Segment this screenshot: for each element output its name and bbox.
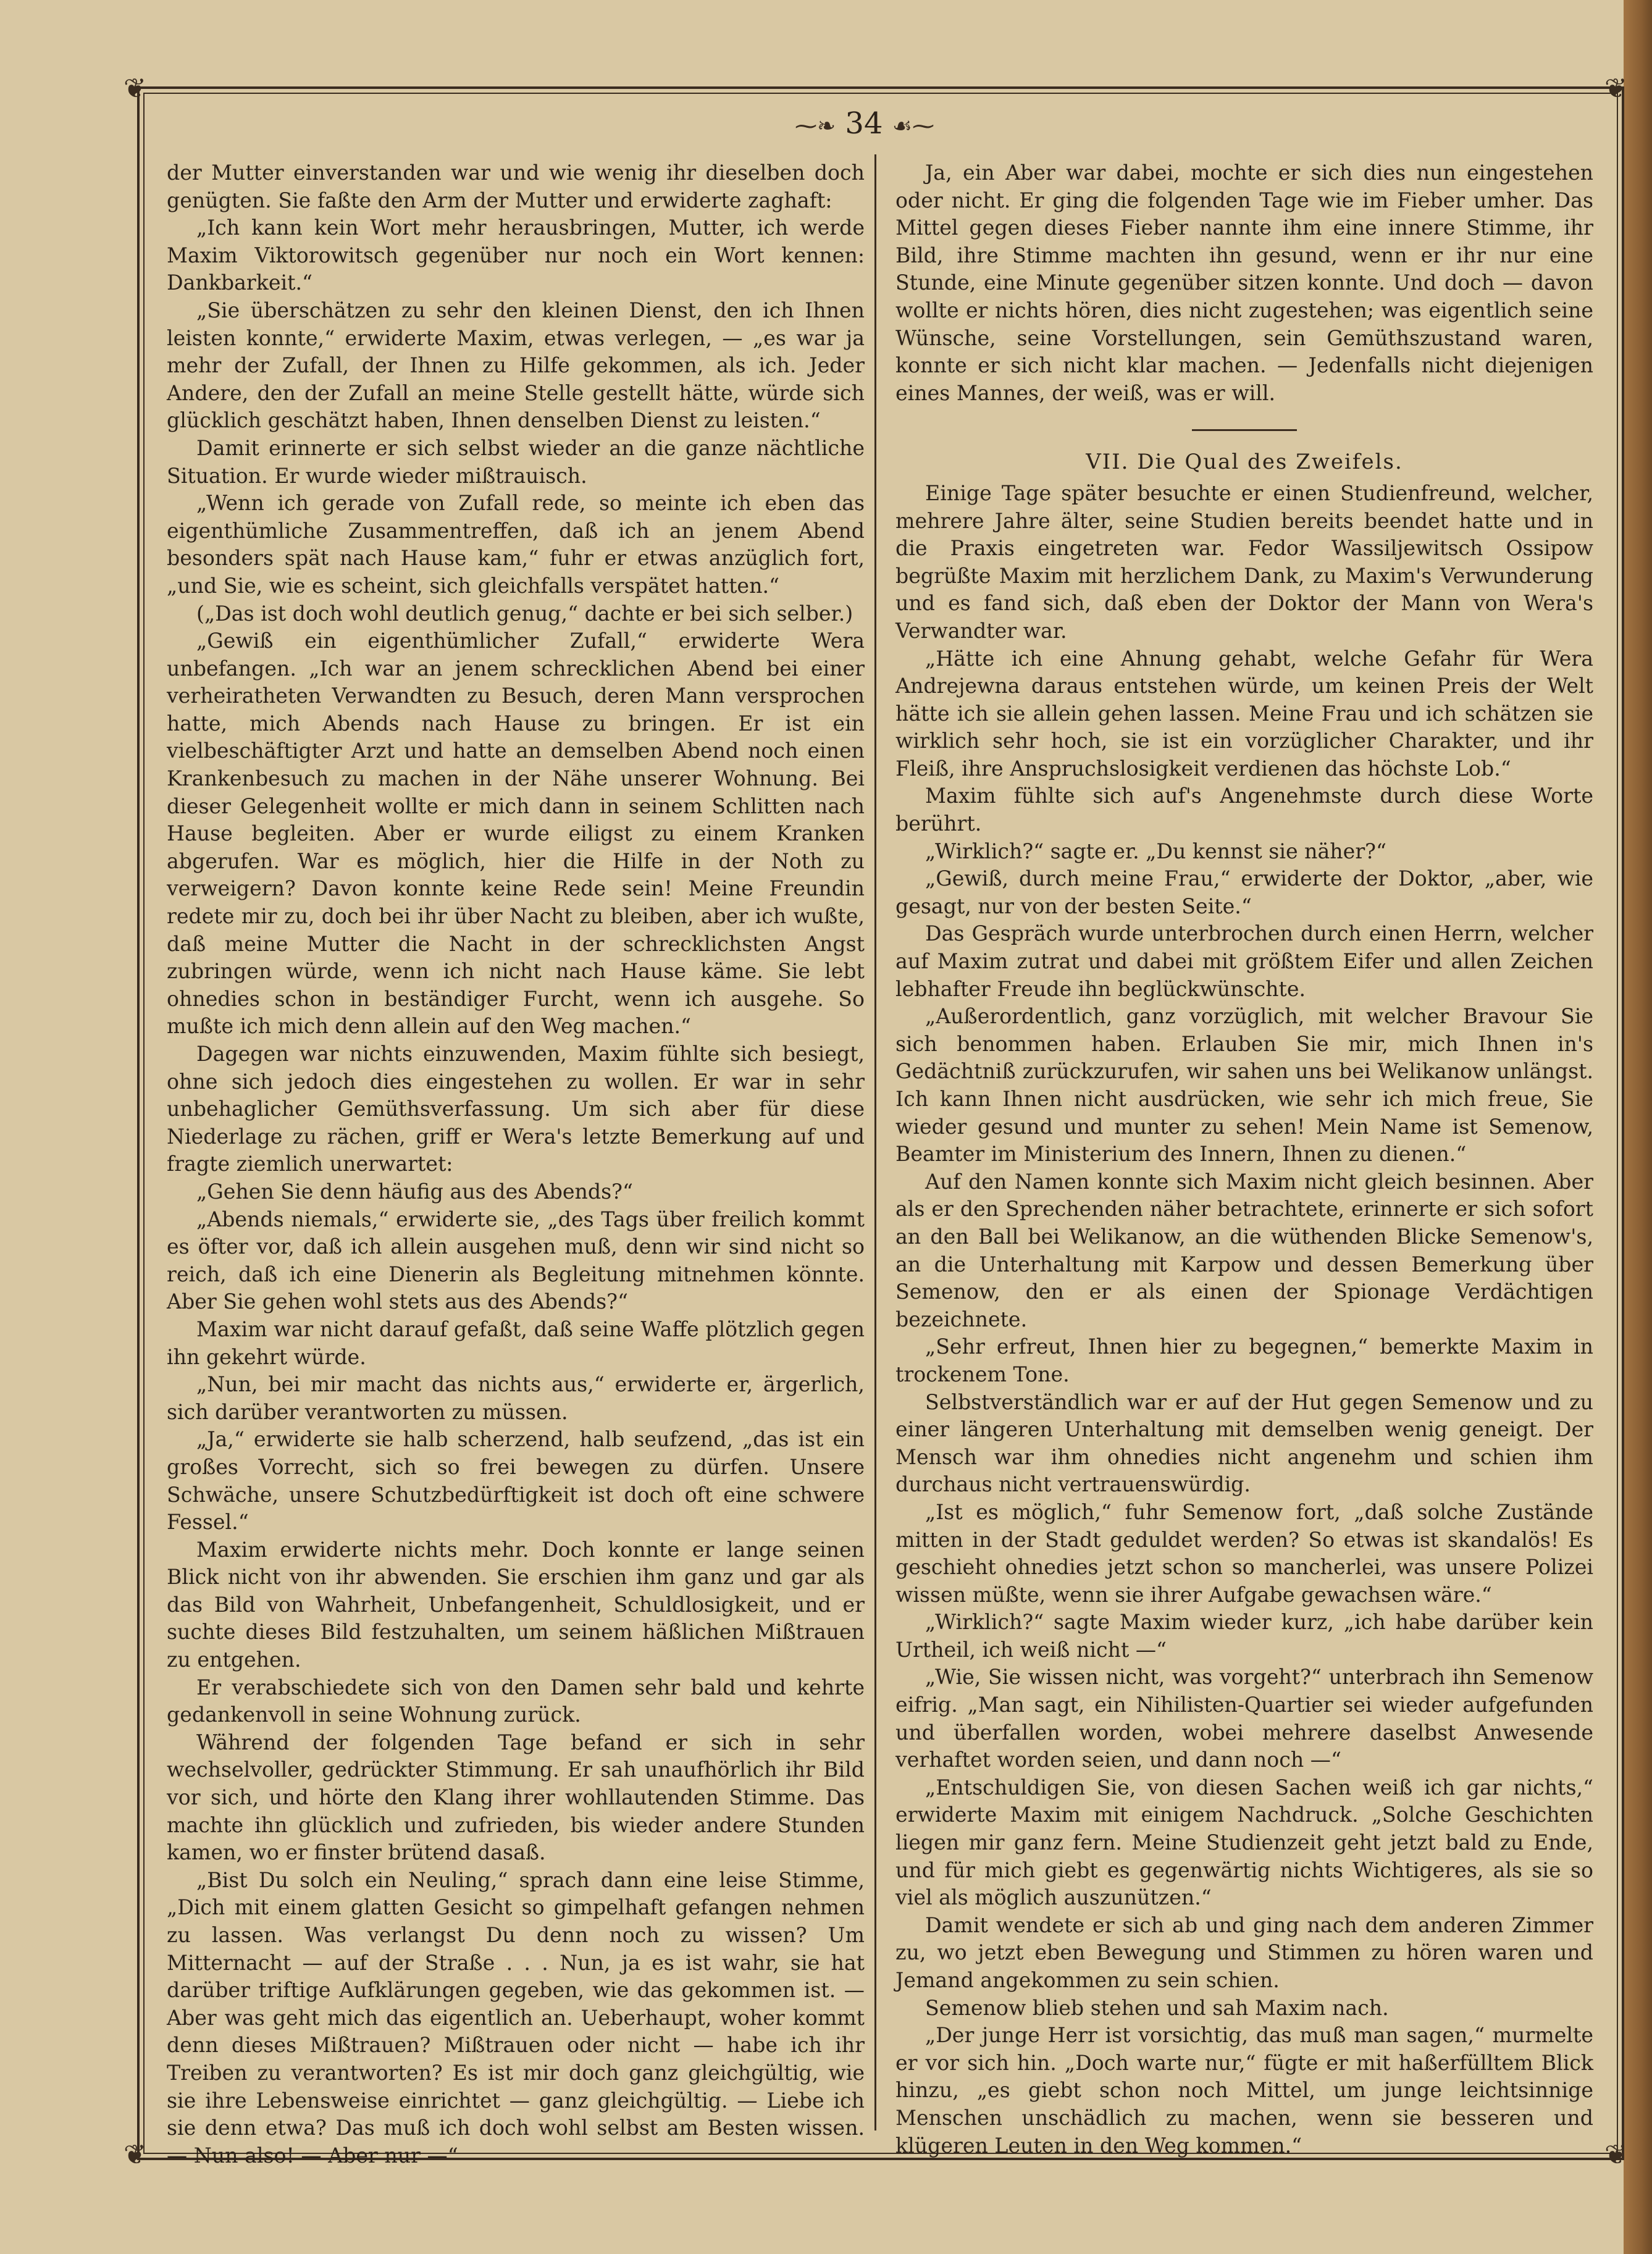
paragraph: „Gewiß, durch meine Frau,“ erwiderte der Doktor, „aber, wie gesagt, nur von der besten Seite.“ <box>895 866 1593 918</box>
paragraph: „Wenn ich gerade von Zufall rede, so meinte ich eben das eigenthümliche Zusammentreffen, daß ich an jenem Abend besonders spät nach Hause kam,“ fuhr er etwas anzüglich fort, „und Sie, wie es scheint, sich gleichfalls verspätet hatten.“ <box>167 491 865 598</box>
left-column <box>167 159 865 2169</box>
paragraph: „Hätte ich eine Ahnung gehabt, welche Gefahr für Wera Andrejewna daraus entstehen würde, um keinen Preis der Welt hätte ich sie allein gehen lassen. Meine Frau und ich schätzen sie wirklich sehr hoch, sie ist ein vorzüglicher Charakter, und ihr Fleiß, ihre Anspruchslosigkeit verdienen das höchste Lob.“ <box>895 646 1593 781</box>
corner-ornament-icon: ❦ <box>124 73 146 104</box>
paragraph: „Wirklich?“ sagte Maxim wieder kurz, „ich habe darüber kein Urtheil, ich weiß nicht —“ <box>895 1610 1593 1662</box>
paragraph: Einige Tage später besuchte er einen Studienfreund, welcher, mehrere Jahre älter, seine Studien bereits beendet hatte und in die Praxis eingetreten war. Fedor Wassiljewitsch Ossipow begrüßte Maxim mit herzlichem Dank, zu Maxim's Verwunderung und es fand sich, daß eben der Doktor der Mann von Wera's Verwandter war. <box>895 480 1593 643</box>
paragraph: Semenow blieb stehen und sah Maxim nach. <box>925 1995 1389 2020</box>
paragraph: „Abends niemals,“ erwiderte sie, „des Tags über freilich kommt es öfter vor, daß ich allein ausgehen muß, denn wir sind nicht so reich, daß ich eine Dienerin als Begleitung mitnehmen könnte. Aber Sie gehen wohl stets aus des Abends?“ <box>167 1207 865 1314</box>
paragraph: „Der junge Herr ist vorsichtig, das muß man sagen,“ murmelte er vor sich hin. „Doch warte nur,“ fügte er mit haßerfülltem Blick hinzu, „es giebt schon noch Mittel, um junge leichtsinnige Menschen unschädlich zu machen, wenn sie besseren und klügeren Leuten in den Weg kommen.“ <box>895 2023 1593 2158</box>
paragraph: „Nun, bei mir macht das nichts aus,“ erwiderte er, ärgerlich, sich darüber verantworten zu müssen. <box>167 1372 865 1424</box>
book-binding <box>1624 0 1652 2254</box>
paragraph: Damit erinnerte er sich selbst wieder an die ganze nächtliche Situation. Er wurde wieder mißtrauisch. <box>167 435 865 488</box>
paragraph: („Das ist doch wohl deutlich genug,“ dachte er bei sich selber.) <box>196 601 853 626</box>
paragraph: Maxim war nicht darauf gefaßt, daß seine Waffe plötzlich gegen ihn gekehrt würde. <box>167 1317 865 1369</box>
paragraph: „Bist Du solch ein Neuling,“ sprach dann eine leise Stimme, „Dich mit einem glatten Gesicht so gimpelhaft gefangen nehmen zu lassen. Was verlangst Du denn noch zu wissen? Um Mitternacht — auf der Straße . . . Nun, ja es ist wahr, sie hat darüber triftige Aufklärungen gegeben, wie das gekommen ist. — Aber was geht mich das eigentlich an. Ueberhaupt, woher kommt denn dieses Mißtrauen? Mißtrauen oder nicht — habe ich ihr Treiben zu verantworten? Es ist mir doch ganz gleichgültig, wie sie ihre Lebensweise einrichtet — ganz gleichgültig. — Liebe ich sie denn etwa? Das muß ich doch wohl selbst am Besten wissen. — Nun also! — Aber nur —“ <box>167 1867 865 2168</box>
right-column <box>895 159 1593 2160</box>
paragraph: „Sehr erfreut, Ihnen hier zu begegnen,“ bemerkte Maxim in trockenem Tone. <box>895 1334 1593 1386</box>
chapter-title: VII. Die Qual des Zweifels. <box>1086 450 1403 475</box>
paragraph: „Ist es möglich,“ fuhr Semenow fort, „daß solche Zustände mitten in der Stadt geduldet werden? So etwas ist skandalös! Es geschieht ohnedies jetzt schon so mancherlei, was unsere Polizei wissen müßte, wenn sie ihrer Aufgabe gewachsen wäre.“ <box>895 1499 1593 1607</box>
paragraph: Das Gespräch wurde unterbrochen durch einen Herrn, welcher auf Maxim zutrat und dabei mit größtem Eifer und allen Zeichen lebhafter Freude ihn beglückwünschte. <box>895 921 1593 1001</box>
paragraph: Ja, ein Aber war dabei, mochte er sich dies nun eingestehen oder nicht. Er ging die folgenden Tage wie im Fieber umher. Das Mittel gegen dieses Fieber nannte ihm eine innere Stimme, ihr Bild, ihre Stimme machten ihn gesund, wenn er ihr nur eine Stunde, eine Minute gegenüber sitzen konnte. Und doch — davon wollte er nichts hören, dies nicht zugestehen; was eigentlich seine Wünsche, seine Vorstellungen, sein Gemüthszustand waren, konnte er sich nicht klar machen. — Jedenfalls nicht diejenigen eines Mannes, der weiß, was er will. <box>895 161 1593 405</box>
paragraph: Während der folgenden Tage befand er sich in sehr wechselvoller, gedrückter Stimmung. Er sah unaufhörlich ihr Bild vor sich, und hörte den Klang ihrer wohllautenden Stimme. Das machte ihn glücklich und zufrieden, bis wieder andere Stunden kamen, wo er finster brütend dasaß. <box>167 1730 865 1865</box>
paragraph: Selbstverständlich war er auf der Hut gegen Semenow und zu einer längeren Unterhaltung mit demselben wenig geneigt. Der Mensch war ihm ohnedies nicht angenehm und schien ihm durchaus nicht vertrauenswürdig. <box>895 1389 1593 1497</box>
paragraph: „Wirklich?“ sagte er. „Du kennst sie näher?“ <box>925 839 1386 863</box>
paragraph: „Sie überschätzen zu sehr den kleinen Dienst, den ich Ihnen leisten konnte,“ erwiderte Maxim, etwas verlegen, — „es war ja mehr der Zufall, der Ihnen zu Hilfe gekommen, als ich. Jeder Andere, den der Zufall an meine Stelle gestellt hätte, würde sich glücklich geschätzt haben, Ihnen denselben Dienst zu leisten.“ <box>167 298 865 433</box>
corner-ornament-icon: ❦ <box>124 2139 146 2171</box>
paragraph: „Ja,“ erwiderte sie halb scherzend, halb seufzend, „das ist ein großes Vorrecht, sich so frei bewegen zu dürfen. Unsere Schwäche, unsere Schutzbedürftigkeit ist doch oft eine schwere Fessel.“ <box>167 1427 865 1535</box>
section-separator <box>1192 429 1297 431</box>
paragraph: Er verabschiedete sich von den Damen sehr bald und kehrte gedankenvoll in seine Wohnung zurück. <box>167 1675 865 1727</box>
page-number: 34 <box>845 106 883 141</box>
flourish-left-icon: ⁓❧ <box>794 114 836 139</box>
flourish-right-icon: ☙⁓ <box>892 114 935 139</box>
paragraph: Damit wendete er sich ab und ging nach dem anderen Zimmer zu, wo jetzt eben Bewegung und Stimmen zu hören waren und Jemand angekommen zu sein schien. <box>895 1913 1593 1992</box>
paragraph: „Gewiß ein eigenthümlicher Zufall,“ erwiderte Wera unbefangen. „Ich war an jenem schrecklichen Abend bei einer verheiratheten Verwandten zu Besuch, deren Mann versprochen hatte, mich Abends nach Hause zu bringen. Er ist ein vielbeschäftigter Arzt und hatte an demselben Abend noch einen Krankenbesuch zu machen in der Nähe unserer Wohnung. Bei dieser Gelegenheit wollte er mich dann in seinem Schlitten nach Hause begleiten. Aber er wurde eiligst zu einem Kranken abgerufen. War es möglich, hier die Hilfe in der Noth zu verweigern? Davon konnte keine Rede sein! Meine Freundin redete mir zu, doch bei ihr über Nacht zu bleiben, aber ich wußte, daß meine Mutter die Nacht in der schrecklichsten Angst zubringen würde, wenn ich nicht nach Hause käme. Sie lebt ohnedies schon in beständiger Furcht, wenn ich ausgehe. So mußte ich mich denn allein auf den Weg machen.“ <box>167 629 865 1039</box>
paragraph: Auf den Namen konnte sich Maxim nicht gleich besinnen. Aber als er den Sprechenden näher betrachtete, erinnerte er sich sofort an den Ball bei Welikanow, an die wüthenden Blicke Semenow's, an die Unterhaltung mit Karpow und dessen Bemerkung über Semenow, den er als einen der Spionage Verdächtigen bezeichnete. <box>895 1169 1593 1331</box>
paragraph: Maxim fühlte sich auf's Angenehmste durch diese Worte berührt. <box>895 784 1593 836</box>
paragraph: Dagegen war nichts einzuwenden, Maxim fühlte sich besiegt, ohne sich jedoch dies eingestehen zu wollen. Er war in sehr unbehaglicher Gemüthsverfassung. Um sich aber für diese Niederlage zu rächen, griff er Wera's letzte Bemerkung auf und fragte ziemlich unerwartet: <box>167 1042 865 1176</box>
column-divider <box>874 154 876 2130</box>
paragraph: „Entschuldigen Sie, von diesen Sachen weiß ich gar nichts,“ erwiderte Maxim mit einigem Nachdruck. „Solche Geschichten liegen mir ganz fern. Meine Studienzeit geht jetzt bald zu Ende, und für mich giebt es gegenwärtig nichts Wichtigeres, als sie so viel als möglich auszunützen.“ <box>895 1775 1593 1910</box>
paragraph: „Wie, Sie wissen nicht, was vorgeht?“ unterbrach ihn Semenow eifrig. „Man sagt, ein Nihilisten-Quartier sei wieder aufgefunden und überfallen worden, wobei mehrere daselbst Anwesende verhaftet worden seien, und dann noch —“ <box>895 1665 1593 1772</box>
paragraph: „Ich kann kein Wort mehr herausbringen, Mutter, ich werde Maxim Viktorowitsch gegenüber nur noch ein Wort kennen: Dankbarkeit.“ <box>167 216 865 295</box>
paragraph: „Außerordentlich, ganz vorzüglich, mit welcher Bravour Sie sich benommen haben. Erlauben Sie mir, mich Ihnen in's Gedächtniß zurückzurufen, wir sahen uns bei Welikanow unlängst. Ich kann Ihnen nicht ausdrücken, wie sehr ich mich freue, Sie wieder gesund und munter zu sehen! Mein Name ist Semenow, Beamter im Ministerium des Innern, Ihnen zu dienen.“ <box>895 1004 1593 1167</box>
page-header <box>772 99 957 148</box>
paragraph: Maxim erwiderte nichts mehr. Doch konnte er lange seinen Blick nicht von ihr abwenden. Sie erschien ihm ganz und gar als das Bild von Wahrheit, Unbefangenheit, Schuldlosigkeit, und er suchte dieses Bild festzuhalten, um seinem häßlichen Mißtrauen zu entgehen. <box>167 1537 865 1672</box>
paragraph: der Mutter einverstanden war und wie wenig ihr dieselben doch genügten. Sie faßte den Arm der Mutter und erwiderte zaghaft: <box>167 161 865 212</box>
paragraph: „Gehen Sie denn häufig aus des Abends?“ <box>196 1179 633 1204</box>
corner-ornament-icon: ❦ <box>1604 73 1627 104</box>
corner-ornament-icon: ❦ <box>1604 2139 1627 2171</box>
